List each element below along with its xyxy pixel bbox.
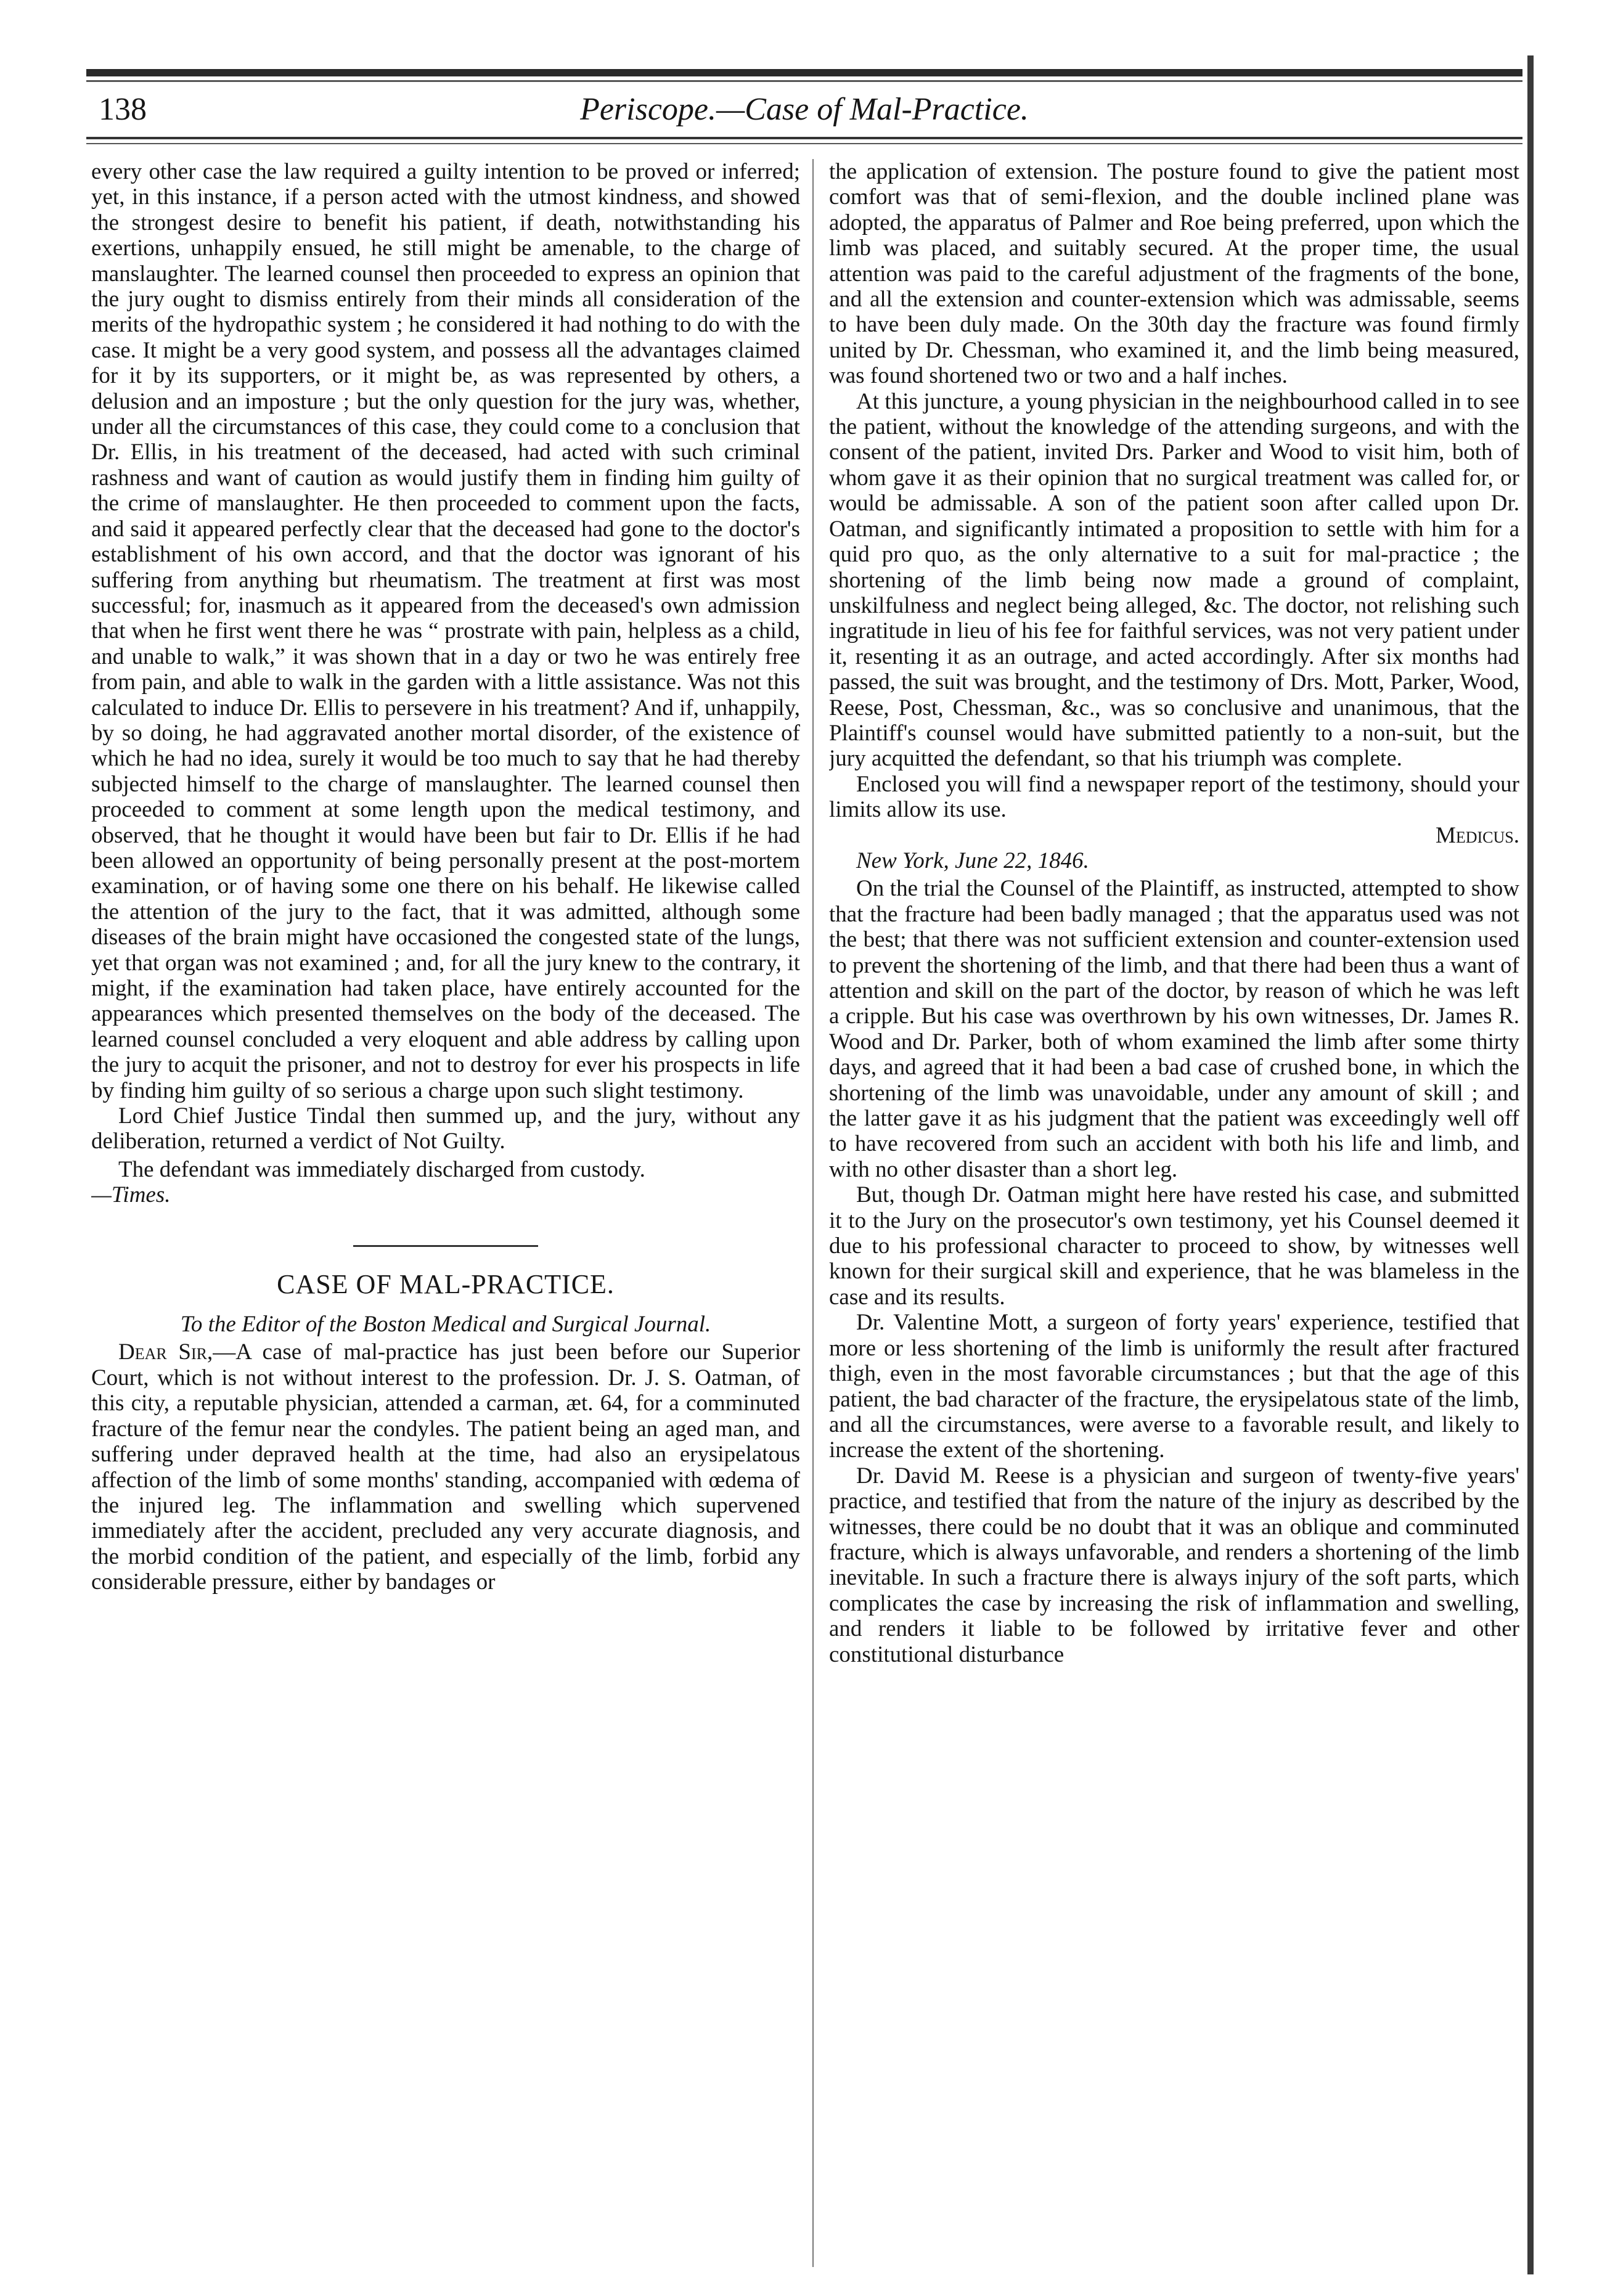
dateline: New York, June 22, 1846. (856, 848, 1089, 873)
left-column (91, 159, 800, 2279)
running-title: Periscope.—Case of Mal-Practice. (580, 92, 1029, 127)
right-paragraph-3: Enclosed you will find a newspaper report of the testimony, should your limits allow its use. (829, 771, 1519, 823)
page-edge-shadow (1527, 55, 1534, 2274)
signature: Medicus. (1435, 822, 1519, 848)
discharge-sentence: The defendant was immediately discharged from custody. (118, 1156, 645, 1182)
right-paragraph-1: the application of extension. The posture found to give the patient most comfort was that of semi-flexion, and the double inclined plane was adopted, the apparatus of Palmer and Roe being preferred, upon which the limb was placed, and suitably secured. At the proper time, the usual attention was paid to the careful adjustment of the fragments of the bone, and all the extension and counter-extension which was admissable, seems to have been duly made. On the 30th day the fracture was found firmly united by Dr. Chessman, who examined it, and the limb being measured, was found shortened two or two and a half inches. (829, 159, 1519, 389)
page-number: 138 (99, 92, 147, 127)
section-separator (353, 1245, 538, 1247)
letter-address: To the Editor of the Boston Medical and Surgical Journal. (180, 1312, 711, 1338)
page-header (86, 86, 1522, 136)
right-paragraph-2: At this juncture, a young physician in the neighbourhood called in to see the patient, without the knowledge of the attending surgeons, and with the consent of the patient, invited Drs. Parker and Wood to visit him, both of whom gave it as their opinion that no surgical treatment was called for, or would be admissable. A son of the patient soon after called upon Dr. Oatman, and significantly intimated a proposition to settle with him for a quid pro quo, as the only alternative to a suit for mal-practice ; the shortening of the limb being now made a ground of complaint, unskilfulness and neglect being alleged, &c. The doctor, not relishing such ingratitude in lieu of his fee for faithful services, was not very patient under it, resenting it as an outrage, and acted accordingly. After six months had passed, the suit was brought, and the testimony of Drs. Mott, Parker, Wood, Reese, Post, Chessman, &c., was so conclusive and unanimous, that the Plaintiff's counsel would have submitted patiently to a non-suit, but the jury acquitted the defendant, so that his triumph was complete. (829, 388, 1519, 772)
right-paragraph-4: On the trial the Counsel of the Plaintiff, as instructed, attempted to show that the fracture had been badly managed ; that the apparatus used was not the best; that there was not sufficient extension and counter-extension used to prevent the shortening of the limb, and that there had been thus a want of attention and skill on the part of the doctor, by reason of which he was left a cripple. But his case was overthrown by his own witnesses, Dr. James R. Wood and Dr. Parker, both of whom examined the limb after some thirty days, and agreed that it had been a bad case of crushed bone, in which the shortening of the limb was unavoidable, under any amount of skill ; and the latter gave it as his judgment that the patient was exceedingly well off to have recovered from such an accident with both his life and limb, and with no other disaster than a short leg. (829, 876, 1519, 1182)
left-paragraph-1: every other case the law required a guilty intention to be proved or inferred; yet, in this instance, if a person acted with the utmost kindness, and showed the strongest desire to benefit his patient, if death, notwithstanding his exertions, unhappily ensued, he still might be amenable, to the charge of manslaughter. The learned counsel then proceeded to express an opinion that the jury ought to dismiss entirely from their minds all consideration of the merits of the hydropathic system ; he considered it had nothing to do with the case. It might be a very good system, and possess all the advantages claimed for it by its supporters, or it might be, as was represented by others, a delusion and an imposture ; but the only question for the jury was, whether, under all the circumstances of this case, they could come to a conclusion that Dr. Ellis, in his treatment of the deceased, had acted with such criminal rashness and want of caution as would justify them in finding him guilty of the crime of manslaughter. He then proceeded to comment upon the facts, and said it appeared perfectly clear that the deceased had gone to the doctor's establishment of his own accord, and that the doctor was ignorant of his suffering from anything but rheumatism. The treatment at first was most successful; for, inasmuch as it appeared from the deceased's own admission that when he first went there he was “ prostrate with pain, helpless as a child, and unable to walk,” it was shown that in a day or two he was entirely free from pain, and able to walk in the garden with a little assistance. Was not this calculated to induce Dr. Ellis to persevere in his treatment? And if, unhappily, by so doing, he had aggravated another mortal disorder, of the existence of which he had no idea, surely it would be too much to say that he had thereby subjected himself to the charge of manslaughter. The learned counsel then proceeded to comment at some length upon the medical testimony, and observed, that he thought it would have been but fair to Dr. Ellis if he had been allowed an opportunity of being personally present at the post-mortem examination, or of having some one there on his behalf. He likewise called the attention of the jury to the fact, that it was admitted, although some diseases of the brain might have occasioned the congested state of the lungs, yet that organ was not examined ; and, for all the jury knew to the contrary, it might, if the examination had taken place, have entirely accounted for the appearances which presented themselves on the body of the deceased. The learned counsel concluded a very eloquent and able address by calling upon the jury to acquit the prisoner, and not to destroy for ever his prospects in life by finding him guilty of so serious a charge upon such slight testimony. (91, 159, 800, 1103)
header-rule (86, 137, 1522, 139)
left-paragraph-4 (91, 1339, 800, 1595)
right-paragraph-7: Dr. David M. Reese is a physician and surgeon of twenty-five years' practice, and testified that from the nature of the injury as described by the witnesses, there could be no doubt that it was an oblique and comminuted fracture, which is always unfavorable, and renders a shortening of the limb inevitable. In such a fracture there is always injury of the soft parts, which complicates the case by increasing the risk of inflammation and swelling, and renders it liable to be followed by irritative fever and other constitutional disturbance (829, 1463, 1519, 1667)
right-paragraph-6: Dr. Valentine Mott, a surgeon of forty years' experience, testified that more or less shortening of the limb is uniformly the result after fractured thigh, even in the most favorable circumstances ; but that the age of this patient, the bad character of the fracture, the erysipelatous state of the limb, and all the circumstances, were averse to a favorable result, and likely to increase the extent of the shortening. (829, 1310, 1519, 1463)
letter-opening: —A case of mal-practice has just been before our Superior Court, which is not without interest to the profession. Dr. J. S. Oatman, of this city, a reputable physician, attended a carman, æt. 64, for a comminuted fracture of the femur near the condyles. The patient being an aged man, and suffering under depraved health at the time, had also an erysipelatous affection of the limb of some months' standing, accompanied with œdema of the injured leg. The inflammation and swelling which supervened immediately after the accident, precluded any very accurate diagnosis, and the morbid condition of the patient, and especially of the limb, forbid any considerable pressure, either by bandages or (91, 1339, 800, 1595)
header-rule-thin (86, 143, 1522, 144)
right-column (829, 159, 1519, 2279)
salutation: Dear Sir, (118, 1339, 213, 1365)
source-credit: —Times. (91, 1182, 171, 1208)
right-paragraph-5: But, though Dr. Oatman might here have rested his case, and submitted it to the Jury on the prosecutor's own testimony, yet his Counsel deemed it due to his professional character to proceed to show, by witnesses well known for their surgical skill and experience, that he was blameless in the case and its results. (829, 1182, 1519, 1310)
top-rule (86, 69, 1522, 76)
left-paragraph-3 (91, 1157, 800, 1208)
article-heading: CASE OF MAL-PRACTICE. (277, 1269, 615, 1299)
top-rule-thin (86, 80, 1522, 82)
column-divider (812, 159, 814, 2267)
left-paragraph-2: Lord Chief Justice Tindal then summed up, and the jury, without any deliberation, returned a verdict of Not Guilty. (91, 1103, 800, 1154)
